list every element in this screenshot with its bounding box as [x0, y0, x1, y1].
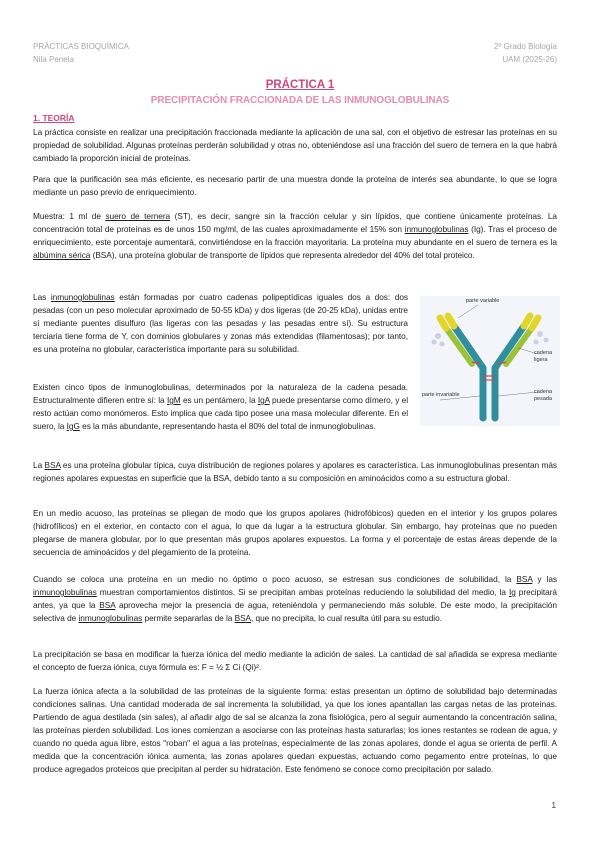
term-igm: IgM: [166, 395, 181, 405]
header-university: UAM (2025-26): [502, 55, 557, 64]
term-albumina: albúmina sérica: [33, 250, 91, 260]
antibody-figure: [420, 296, 560, 426]
page-title: PRÁCTICA 1: [265, 79, 335, 91]
label-invariable-part: parte invariable: [422, 392, 460, 398]
header-degree: 2º Grado Biología: [494, 42, 557, 51]
label-light-chain: cadena ligera: [534, 350, 553, 363]
paragraph-salting-out: La fuerza iónica afecta a la solubilidad de las proteínas de la siguiente forma: estas presentan un óptimo de solubilidad bajo determinadas condiciones salinas. Una cantidad moderada de sal incrementa la solubilidad, ya que los iones apantallan las cargas netas de las proteínas. Partiendo de agua destilada (sin sales), al añadir algo de sal se alcanza la zona fisiológica, pero al seguir aumentando la concentración salina, las proteínas pierden solubilidad. Los iones comienzan a asociarse con las proteínas hasta saturarlas; los iones restantes se rodean de agua, y cuando no queda agua libre, estos "roban" el agua a las proteínas, especialmente de las zonas apolares, donde el agua se orienta de perfil. A medida que la concentración iónica aumenta, las zonas apolares quedan expuestas, actuando como pegamento entre proteínas, lo que produce agregados proteicos que precipitan al perder su hidratación. Este fenómeno se conoce como precipitación por salado.: [33, 686, 557, 774]
paragraph-structure: Las inmunoglobulinas están formadas por cuatro cadenas polipeptídicas iguales dos a dos: dos pesadas (con un peso molecular aproximado de 50-55 kDa) y dos ligeras (de 20-25 kDa), unidas entre sí mediante puentes disulfuro (las ligeras con las pesadas y las pesadas entre sí). Su estructura terciaria tiene forma de Y, con dominios globulares y zonas más extendidas (filamentosas); por tanto, es una proteína no globular, característica importante para su solubilidad.: [33, 292, 409, 354]
term-igg: IgG: [66, 421, 80, 431]
page-subtitle: PRECIPITACIÓN FRACCIONADA DE LAS INMUNOGLOBULINAS: [150, 95, 450, 106]
term-bsa: BSA: [44, 460, 61, 470]
term-inmunoglobulinas: inmunoglobulinas: [33, 587, 97, 597]
page-number: 1: [551, 801, 556, 810]
term-suero: suero de ternera: [105, 211, 171, 221]
header-course: PRÁCTICAS BIOQUÍMICA: [33, 42, 130, 51]
term-inmunoglobulinas: inmunoglobulinas: [404, 224, 469, 234]
term-bsa: BSA: [234, 613, 252, 623]
term-iga: IgA: [257, 395, 270, 405]
term-inmunoglobulinas: inmunoglobulinas: [50, 292, 115, 302]
paragraph-intro: La práctica consiste en realizar una precipitación fraccionada mediante la aplicación de una sal, con el objetivo de estresar las proteínas en su propiedad de solubilidad. Algunas proteínas perderán solubilidad y otras no, obteniéndose así una fracción del suero de ternera en la que habrá cambiado la proporción inicial de proteínas.: [33, 127, 557, 163]
term-bsa: BSA: [516, 574, 533, 584]
paragraph-solubility: Cuando se coloca una proteína en un medio no óptimo o poco acuoso, se estresan sus condiciones de solubilidad, la BSA y las inmunoglobulinas muestran comportamientos distintos. Si se precipitan ambas proteínas reduciendo la solubilidad del medio, la Ig precipitará antes, ya que la BSA aprovecha mejor la presencia de agua, reteniéndola y permaneciendo más soluble. De este modo, la precipitación selectiva de inmunoglobulinas permite separarlas de la BSA, que no precipita, lo cual resulta útil para su estudio.: [33, 574, 557, 623]
term-ig: Ig: [508, 587, 516, 597]
header-right: [494, 40, 557, 66]
label-heavy-chain: cadena pesada: [534, 389, 553, 402]
paragraph-enrichment: Para que la purificación sea más eficiente, es necesario partir de una muestra donde la proteína de interés sea abundante, lo que se logra mediante un paso previo de enriquecimiento.: [33, 174, 557, 197]
label-variable-part: parte variable: [466, 298, 500, 304]
paragraph-sample: Muestra: 1 ml de suero de ternera (ST), es decir, sangre sin la fracción celular y sin lípidos, que contiene únicamente proteínas. La concentración total de proteínas es de unos 150 mg/ml, de las cuales aproximadamente el 15% son inmunoglobulinas (Ig). Tras el proceso de enriquecimiento, este porcentaje aumentará, convirtiéndose en la fracción mayoritaria. La proteína muy abundante en el suero de ternera es la albúmina sérica (BSA), una proteína globular de transporte de lípidos que representa alrededor del 40% del total proteico.: [33, 211, 557, 260]
term-bsa: BSA: [99, 600, 116, 610]
paragraph-ionic-strength: La precipitación se basa en modificar la fuerza iónica del medio mediante la adición de sales. La cantidad de sal añadida se expresa mediante el concepto de fuerza iónica, cuya fórmula es: F = ½ Σ Ci (Qi)².: [33, 649, 557, 672]
header-author: Nila Penela: [33, 55, 74, 64]
term-inmunoglobulinas: inmunoglobulinas: [78, 613, 143, 623]
section-heading: 1. TEORÍA: [33, 113, 75, 123]
paragraph-folding: En un medio acuoso, las proteínas se pliegan de modo que los grupos apolares (hidrofóbicos) queden en el interior y los grupos polares (hidrofílicos) en el exterior, en contacto con el agua, lo que da lugar a la estructura globular. Sin embargo, hay proteínas que no pueden plegarse de manera globular, por lo que presentan más grupos apolares expuestos. La forma y el porcentaje de estas áreas depende de la secuencia de aminoácidos y del plegamiento de la proteína.: [33, 508, 557, 557]
paragraph-types: Existen cinco tipos de inmunoglobulinas, determinados por la naturaleza de la cadena pesada. Estructuralmente difieren entre sí: la IgM es un pentámero, la IgA puede presentarse como dímero, y el resto actúan como monómeros. Esto implica que cada tipo posee una masa molecular diferente. En el suero, la IgG es la más abundante, representando hasta el 80% del total de inmunoglobulinas.: [33, 382, 408, 431]
header-left: [33, 40, 129, 66]
paragraph-bsa: La BSA es una proteína globular típica, cuya distribución de regiones polares y apolares es característica. Las inmunoglobulinas presentan más regiones apolares expuestas en superficie que la BSA, debido tanto a su composición en aminoácidos como a su estructura global.: [33, 460, 557, 483]
